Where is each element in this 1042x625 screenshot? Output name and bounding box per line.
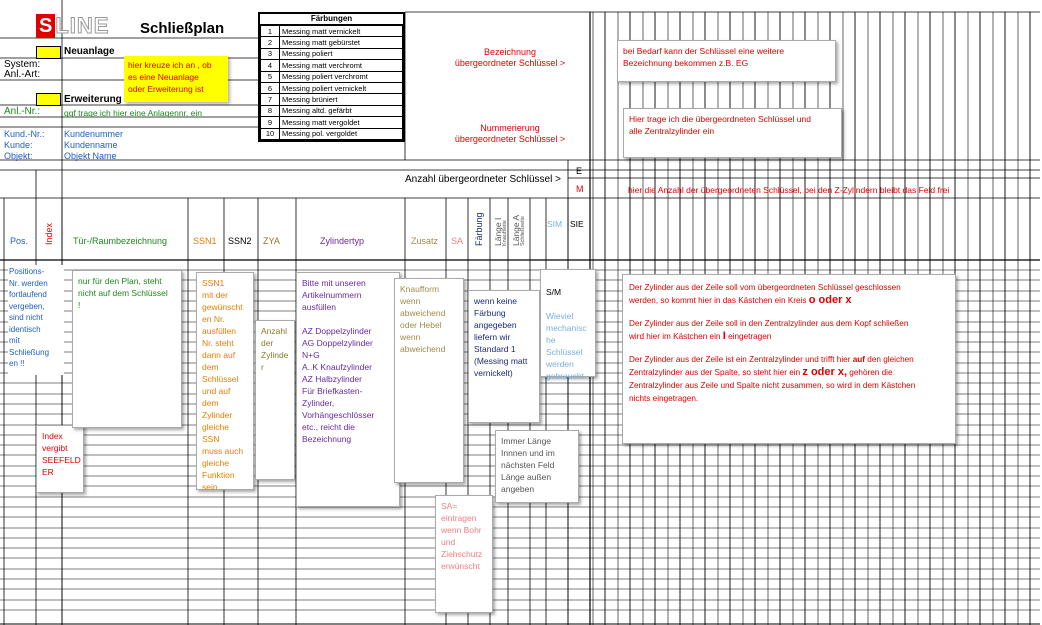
faerbung-number: 2 xyxy=(261,37,280,48)
col-laenge-a: Länge A xyxy=(511,214,521,246)
neuanlage-checkbox[interactable] xyxy=(36,46,61,59)
neuanlage-hint-note: hier kreuze ich an , ob es eine Neuanlage oder Erweiterung ist xyxy=(124,56,228,102)
kunde-value[interactable]: Kundenname xyxy=(64,140,118,150)
objekt-value[interactable]: Objekt Name xyxy=(64,151,117,161)
faerbungen-table xyxy=(258,12,405,142)
kund-nr-value[interactable]: Kundenummer xyxy=(64,129,124,139)
faerbung-row xyxy=(261,105,403,116)
faerbung-row xyxy=(261,48,403,59)
faerbung-row xyxy=(261,37,403,48)
faerbung-row xyxy=(261,128,403,139)
faerbung-row xyxy=(261,60,403,71)
expl-p2-a: Der Zylinder aus der Zeile soll in den Zentralzylinder aus dem Kopf schließen wird hier im Kästchen ein xyxy=(629,319,909,341)
faerbung-number: 3 xyxy=(261,48,280,59)
erweiterung-checkbox[interactable] xyxy=(36,93,61,106)
faerbung-name: Messing poliert verchromt xyxy=(280,71,403,82)
faerbung-name: Messing brüniert xyxy=(280,94,403,105)
col-zya: ZYA xyxy=(263,236,280,246)
expl-p3-c: den gleichen Zentralzylinder aus der Spalte, so steht hier ein xyxy=(629,355,914,377)
col-faerbung: Färbung xyxy=(474,212,484,246)
faerbung-name: Messing pol. vergoldet xyxy=(280,128,403,139)
anl-nr-label: Anl.-Nr.: xyxy=(4,106,41,117)
col-sim: SIM xyxy=(547,219,563,229)
logo-text: LINE xyxy=(55,13,110,38)
col-laenge-i: Länge I xyxy=(493,217,503,246)
weitere-bezeichnung-note: bei Bedarf kann der Schlüssel eine weitere Bezeichnung bekommen z.B. EG xyxy=(617,40,836,82)
col-zusatz: Zusatz xyxy=(411,236,439,246)
faerbung-name: Messing matt vernickelt xyxy=(280,26,403,37)
anzahl-label: Anzahl übergeordneter Schlüssel > xyxy=(405,174,561,185)
anzahl-hint: hier die Anzahl der übergeordneten Schlüssel, bei den Z-Zylindern bleibt das Feld frei xyxy=(628,185,950,195)
logo-mark: S xyxy=(36,14,55,38)
laenge-note: Immer Länge Innnen und im nächsten Feld Länge außen angeben xyxy=(495,430,579,503)
faerbung-number: 1 xyxy=(261,26,280,37)
faerbung-number: 4 xyxy=(261,60,280,71)
zya-note: Anzahl der Zylinde r xyxy=(255,320,295,480)
col-pos: Pos. xyxy=(10,236,29,246)
pos-note: Positions- Nr. werden fortlaufend vergeben, sind nicht identisch mit Schließung en !! xyxy=(8,265,64,375)
expl-p2-b: I xyxy=(722,330,726,342)
expl-p1-a: Der Zylinder aus der Zeile soll vom übergeordneten Schlüssel geschlossen werden, so kommt hier in das Kästchen ein Kreis xyxy=(629,283,901,305)
faerbungen-title: Färbungen xyxy=(260,14,403,25)
e-label: E xyxy=(576,166,583,176)
col-laenge-i-sub: Knaufseite xyxy=(502,220,508,246)
faerbung-number: 7 xyxy=(261,94,280,105)
uebergeordnete-schluessel-note: Hier trage ich die übergeordneten Schlüssel und alle Zentralzylinder ein xyxy=(623,108,842,158)
nummerierung-label: Nummerierung übergeordneter Schlüssel > xyxy=(454,123,566,144)
matrix-explanation-note xyxy=(622,274,956,444)
col-ssn1: SSN1 xyxy=(193,236,217,246)
erweiterung-label: Erweiterung xyxy=(64,94,122,105)
faerbung-name: Messing matt vergoldet xyxy=(280,117,403,128)
tuer-note: nur für den Plan, steht nicht auf dem Schlüssel ! xyxy=(72,270,182,428)
page-title: Schließplan xyxy=(140,20,225,37)
faerbung-number: 5 xyxy=(261,71,280,82)
col-sa: SA xyxy=(451,236,464,246)
objekt-label: Objekt: xyxy=(4,151,33,161)
col-ssn2: SSN2 xyxy=(228,236,252,246)
expl-p3-a: Der Zylinder aus der Zeile ist ein Zentralzylinder und trifft hier xyxy=(629,355,853,364)
sline-logo xyxy=(36,14,109,38)
anl-art-label: Anl.-Art: xyxy=(4,69,41,80)
sm-title: S/M xyxy=(546,287,562,297)
bezeichnung-label: Bezeichnung übergeordneter Schlüssel > xyxy=(454,47,566,68)
col-zylindertyp: Zylindertyp xyxy=(320,236,365,246)
col-sie: SIE xyxy=(570,219,584,229)
kunde-label: Kunde: xyxy=(4,140,33,150)
faerbung-name: Messing matt gebürstet xyxy=(280,37,403,48)
ssn1-note: SSN1 mit der gewünscht en Nr. ausfüllen Nr. steht dann auf dem Schlüssel und auf dem Zylinder gleiche SSN muss auch gleiche Funktion sein xyxy=(196,272,254,490)
anl-nr-hint: ggf trage ich hier eine Anlagennr. ein xyxy=(64,108,202,118)
sm-text: Wieviel mechanisc he Schlüssel werden gebraucht xyxy=(546,311,587,381)
neuanlage-label: Neuanlage xyxy=(64,46,115,57)
sm-note xyxy=(540,269,596,381)
faerbung-row xyxy=(261,71,403,82)
faerbung-row xyxy=(261,26,403,37)
col-tuer: Tür-/Raumbezeichnung xyxy=(73,236,168,246)
faerbung-name: Messing matt verchromt xyxy=(280,60,403,71)
faerbung-number: 10 xyxy=(261,128,280,139)
expl-p3-b: auf xyxy=(852,355,866,364)
expl-p3-d: z oder x, xyxy=(802,366,848,378)
expl-p3-e: gehören die Zentralzylinder aus Zeile und Spalte nicht zusammen, so wird in dem Kästchen nichts eingetragen. xyxy=(629,368,916,403)
faerbung-name: Messing poliert xyxy=(280,48,403,59)
faerbung-name: Messing poliert vernickelt xyxy=(280,82,403,93)
faerbung-note: wenn keine Färbung angegeben liefern wir Standard 1 (Messing matt vernickelt) xyxy=(468,290,540,423)
faerbung-row xyxy=(261,117,403,128)
faerbung-number: 9 xyxy=(261,117,280,128)
m-label: M xyxy=(576,184,584,194)
col-laenge-a-sub: Schließseite xyxy=(520,216,526,246)
col-index: Index xyxy=(44,222,54,245)
sa-note: SA= eintragen wenn Bohr und Ziehschutz erwünscht xyxy=(435,495,493,613)
expl-p1-b: o oder x xyxy=(808,294,852,306)
system-label: System: xyxy=(4,59,41,70)
kund-nr-label: Kund.-Nr.: xyxy=(4,129,45,139)
faerbung-row xyxy=(261,82,403,93)
faerbung-number: 8 xyxy=(261,105,280,116)
faerbung-number: 6 xyxy=(261,82,280,93)
zusatz-note: Knaufform wenn abweichend oder Hebel wenn abweichend xyxy=(394,278,464,483)
faerbung-name: Messing altd. gefärbt xyxy=(280,105,403,116)
expl-p2-c: eingetragen xyxy=(725,332,772,341)
zylindertyp-note: Bitte mit unseren Artikelnummern ausfüllen AZ Doppelzylinder AG Doppelzylinder N+G A..K Knaufzylinder AZ Halbzylinder Für Briefkasten- Zylinder, Vorhängeschlösser etc., reicht die Bezeichnung xyxy=(296,272,400,507)
faerbung-row xyxy=(261,94,403,105)
index-note: Index vergibt SEEFELD ER xyxy=(36,425,84,493)
